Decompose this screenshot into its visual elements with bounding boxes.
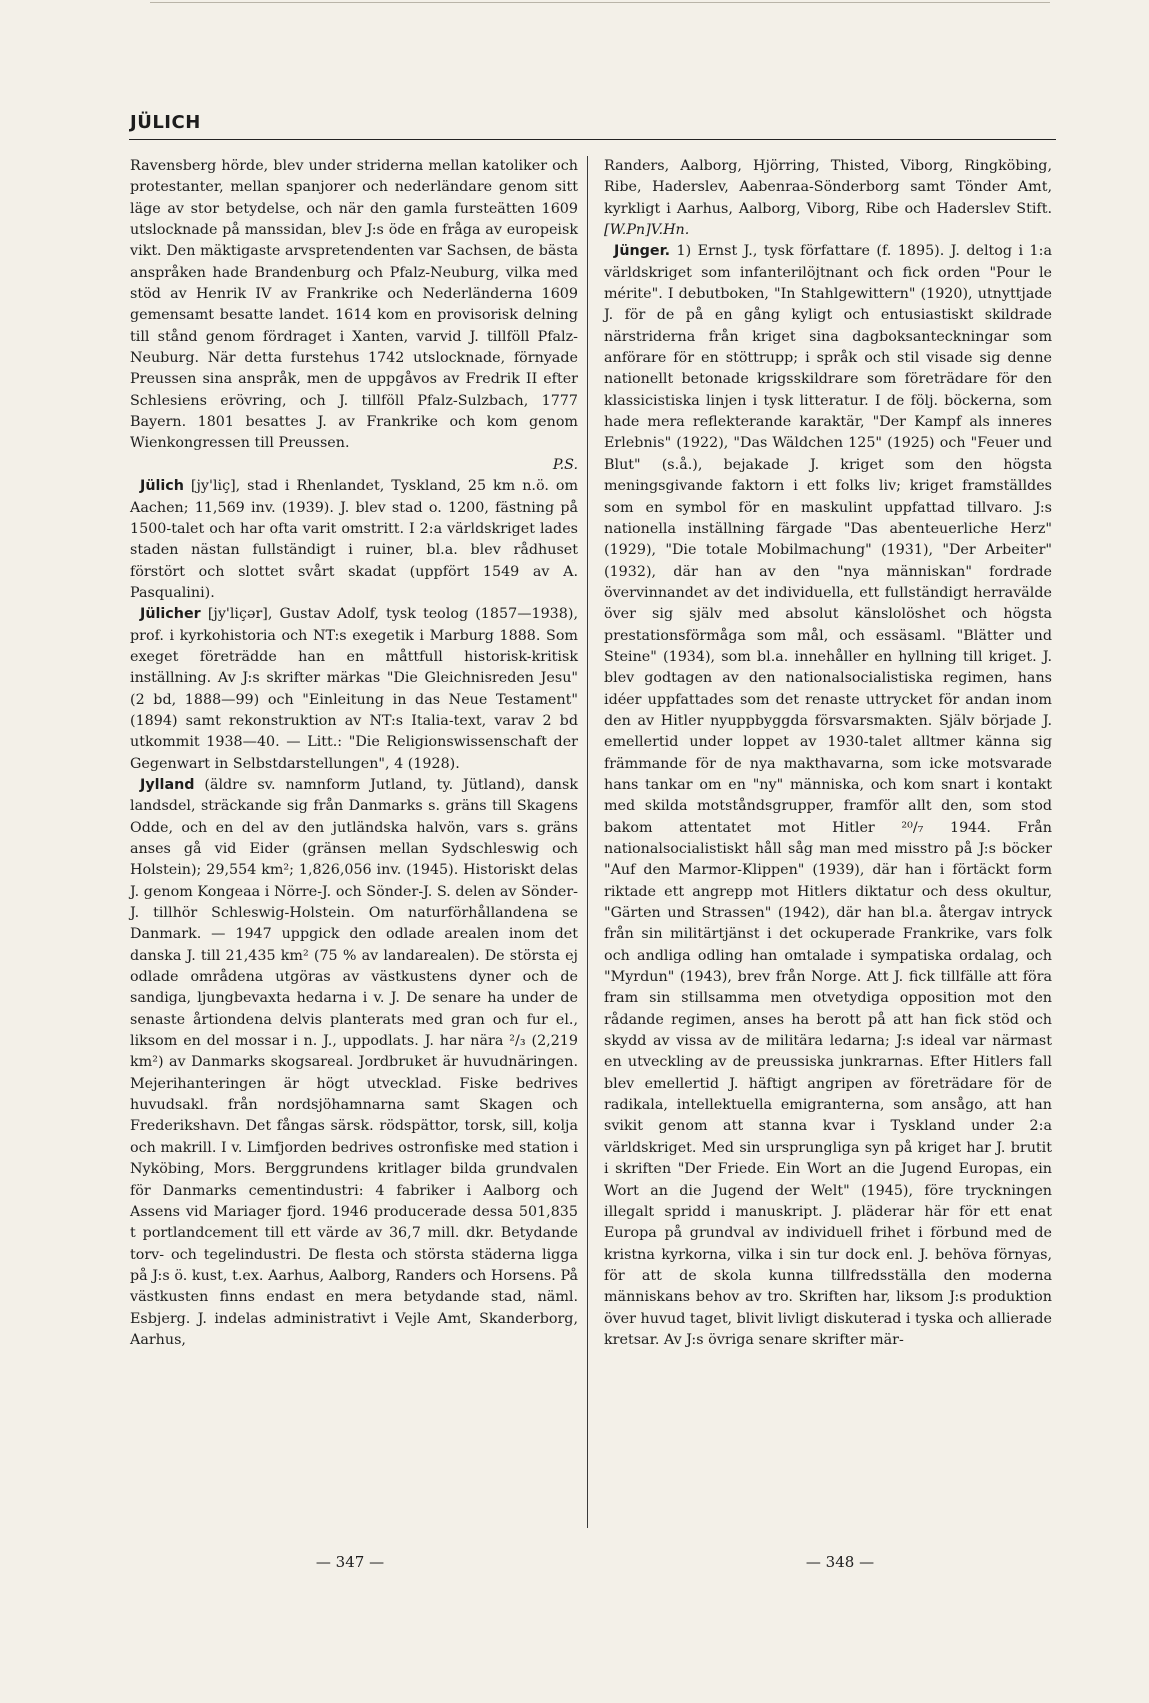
entry-headword: Jünger. xyxy=(614,243,671,260)
entry-text: [jy'liçər], Gustav Adolf, tysk teolog (1857—1938), prof. i kyrkohistoria och NT:s exegetik i Marburg 1888. Som exeget företrädde han en måttfull historisk-kritisk inställning. Av J:s skrifter märkas "Die Gleichnisreden Jesu" (2 bd, 1888—99) och "Einleitung in das Neue Testament" (1894) samt rekonstruktion av NT:s Italia-text, varav 2 bd utkommit 1938—40. — Litt.: "Die Religionswissenschaft der Gegenwart in Selbstdarstellungen", 4 (1928). xyxy=(130,606,578,772)
page-number-left: — 347 — xyxy=(315,1553,385,1571)
entry-paragraph xyxy=(604,156,1052,241)
entry-paragraph xyxy=(604,241,1052,1351)
running-head: JÜLICH xyxy=(130,112,201,133)
column-divider xyxy=(587,156,588,1528)
author-signature: [W.Pn]V.Hn. xyxy=(604,222,690,239)
entry-headword: Jylland xyxy=(140,776,195,793)
header-rule xyxy=(129,139,1056,140)
entry-text: Ravensberg hörde, blev under striderna mellan katoliker och protestanter, mellan spanjorer och nederländare genom sitt läge av stor betydelse, och när den gamla fursteätten 1609 utslocknade på manssidan, blev J:s öde en fråga av europeisk vikt. Den mäktigaste arvspretendenten var Sachsen, de bästa anspråken hade Brandenburg och Pfalz-Neuburg, vilka med stöd av Henrik IV av Frankrike och Nederländerna 1609 gemensamt besatte landet. 1614 kom en provisorisk delning till stånd genom fördraget i Xanten, varvid J. tillföll Pfalz-Neuburg. När detta furstehus 1742 utslocknade, förnyade Preussen sina anspråk, men de uppgåvos av Fredrik II efter Schlesiens erövring, och J. tillföll Pfalz-Sulzbach, 1777 Bayern. 1801 besattes J. av Frankrike och kom genom Wienkongressen till Preussen. xyxy=(130,158,578,452)
entry-paragraph xyxy=(130,156,578,476)
entry-text: (äldre sv. namnform Jutland, ty. Jütland), dansk landsdel, sträckande sig från Danmarks s. gräns till Skagens Odde, och en del av den jutländska halvön, vars s. gräns anses gå vid Eider (gränsen mellan Sydschleswig och Holstein); 29,554 km²; 1,826,056 inv. (1945). Historiskt delas J. genom Kongeaa i Nörre-J. och Sönder-J. S. delen av Sönder-J. tillhör Schleswig-Holstein. Om naturförhållandena se Danmark. — 1947 uppgick den odlade arealen inom det danska J. till 21,435 km² (75 % av landarealen). De största ej odlade områdena utgöras av västkustens dyner och de sandiga, ljungbevaxta hedarna i v. J. De senare ha under de senaste årtiondena delvis planterats med gran och fur el., liksom en del mossar i n. J., uppodlats. J. har nära ²/₃ (2,219 km²) av Danmarks skogsareal. Jordbruket är huvudnäringen. Mejerihanteringen är högt utvecklad. Fiske bedrives huvudsakl. från nordsjöhamnarna samt Skagen och Frederikshavn. Det fångas särsk. rödspättor, torsk, sill, kolja och makrill. I v. Limfjorden bedrives ostronfiske med station i Nyköbing, Mors. Berggrundens kritlager bilda grundvalen för Danmarks cementindustri: 4 fabriker i Aalborg och Assens vid Mariager fjord. 1946 producerade dessa 501,835 t portlandcement till ett värde av 36,7 mill. dkr. Betydande torv- och tegelindustri. De flesta och största städerna ligga på J:s ö. kust, t.ex. Aarhus, Aalborg, Randers och Horsens. På västkusten finns endast en mera betydande stad, näml. Esbjerg. J. indelas administrativt i Vejle Amt, Skanderborg, Aarhus, xyxy=(130,776,578,1348)
entry-text: [jy'liç], stad i Rhenlandet, Tyskland, 25 km n.ö. om Aachen; 11,569 inv. (1939). J. blev stad o. 1200, fästning på 1500-talet och har ofta varit omstritt. I 2:a världskriget lades staden nästan fullständigt i ruiner, bl.a. blev rådhuset förstört och slottet svårt skadat (uppfört 1549 av A. Pasqualini). xyxy=(130,478,578,601)
entry-paragraph xyxy=(130,775,578,1351)
author-signature: P.S. xyxy=(552,456,578,473)
entry-paragraph xyxy=(130,476,578,604)
entry-text: Randers, Aalborg, Hjörring, Thisted, Viborg, Ringköbing, Ribe, Haderslev, Aabenraa-Sönderborg samt Tönder Amt, kyrkligt i Aarhus, Aalborg, Viborg, Ribe och Haderslev Stift. xyxy=(604,158,1052,217)
entry-paragraph xyxy=(130,604,578,775)
page-top-rule xyxy=(150,2,1050,3)
left-column xyxy=(130,156,578,1351)
entry-text: 1) Ernst J., tysk författare (f. 1895). J. deltog i 1:a världskriget som infanterilöjtnant och fick orden "Pour le mérite". I debutboken, "In Stahlgewittern" (1920), utnyttjade J. för de på en gång kyligt och entusiastiskt skildrade närstriderna från kriget sina dagboksanteckningar som anförare för en stöttrupp; i språk och stil visade sig denne nationellt betonade krigsskildrare som företrädare för den klassicistiska linjen i tysk litteratur. I de följ. böckerna, som hade mera reflekterande karaktär, "Der Kampf als inneres Erlebnis" (1922), "Das Wäldchen 125" (1925) och "Feuer und Blut" (s.å.), bejakade J. kriget som den högsta meningsgivande faktorn i ett folks liv; kriget framställdes som en symbol för en maskulint uppfattad tillvaro. J:s nationella inställning färgade "Das abenteuerliche Herz" (1929), "Die totale Mobilmachung" (1931), "Der Arbeiter" (1932), där han av den "nya människan" fordrade övervinnandet av det individuella, ett fullständigt herravälde över sig själv med absolut känslolöshet och högsta prestationsförmåga som mål, och essäsaml. "Blätter und Steine" (1934), som bl.a. innehåller en hyllning till kriget. J. blev godtagen av den nationalsocialistiska regimen, hans idéer uppfattades som det renaste uttrycket för andan inom den av Hitler nyuppbyggda försvarsmakten. Själv började J. emellertid under loppet av 1930-talet alltmer känna sig främmande för de nya makthavarna, som icke motsvarade hans tankar om en "ny" människa, och kom snart i kontakt med skilda motståndsgrupper, framför allt den, som stod bakom attentatet mot Hitler ²⁰/₇ 1944. Från nationalsocialistiskt håll såg man med misstro på J:s böcker "Auf den Marmor-Klippen" (1939), där han i förtäckt form riktade ett angrepp mot Hitlers diktatur och dess okultur, "Gärten und Strassen" (1942), där han bl.a. återgav intryck från sin militärtjänst i det ockuperade Frankrike, vars folk och andliga odling han omtalade i sympatiska ordalag, och "Myrdun" (1943), brev från Norge. Att J. fick tillfälle att föra fram sin stillsamma men otvetydiga opposition mot den rådande regimen, anses ha berott på att han fick stöd och skydd av vissa av de militära ledarna; J:s ideal var närmast en utveckling av de preussiska junkrarnas. Efter Hitlers fall blev emellertid J. häftigt angripen av företrädare för de radikala, intellektuella emigranterna, som ansågo, att han svikit genom att stanna kvar i Tyskland under 2:a världskriget. Med sin ursprungliga syn på kriget har J. brutit i skriften "Der Friede. Ein Wort an die Jugend Europas, ein Wort an die Jugend der Welt" (1945), före tryckningen illegalt spridd i manuskript. J. pläderar här för ett enat Europa på grundval av individuell frihet i förbund med de kristna kyrkorna, vilka i sin tur dock enl. J. behöva förnyas, för att de skola kunna tillfredsställa den moderna människans behov av tro. Skriften har, liksom J:s produktion över huvud taget, blivit livligt diskuterad i tyska och allierade kretsar. Av J:s övriga senare skrifter mär- xyxy=(604,243,1052,1348)
entry-headword: Jülicher xyxy=(140,606,201,623)
right-column xyxy=(604,156,1052,1351)
entry-headword: Jülich xyxy=(140,478,184,495)
page-number-right: — 348 — xyxy=(805,1553,875,1571)
